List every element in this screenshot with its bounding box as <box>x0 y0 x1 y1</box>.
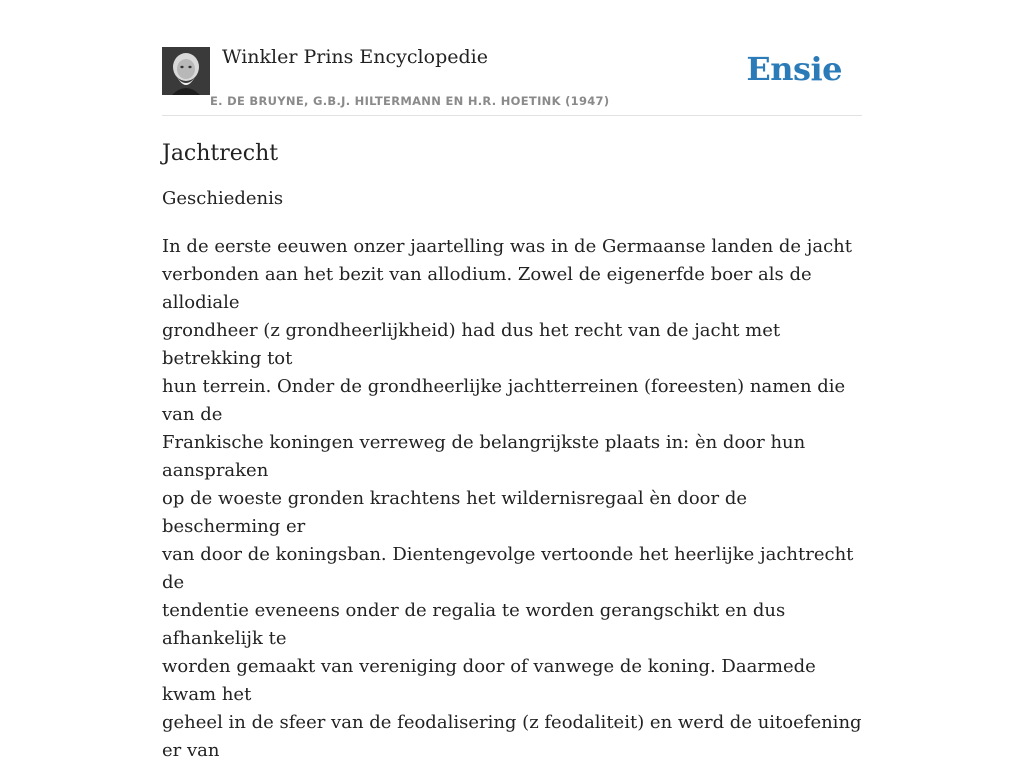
body-line: verbonden aan het bezit van allodium. Zowel de eigenerfde boer als de allodiale <box>162 264 812 313</box>
body-line: grondheer (z grondheerlijkheid) had dus het recht van de jacht met betrekking tot <box>162 320 781 369</box>
page-header <box>162 0 862 116</box>
body-line: worden gemaakt van vereniging door of vanwege de koning. Daarmede kwam het <box>162 656 816 705</box>
body-line: In de eerste eeuwen onzer jaartelling was in de Germaanse landen de jacht <box>162 236 853 257</box>
section-heading: Geschiedenis <box>162 188 284 209</box>
body-line: hun terrein. Onder de grondheerlijke jachtterreinen (foreesten) namen die van de <box>162 376 846 425</box>
body-line: tendentie eveneens onder de regalia te worden gerangschikt en dus afhankelijk te <box>162 600 786 649</box>
encyclopedia-title[interactable]: Winkler Prins Encyclopedie <box>222 46 488 68</box>
portrait-image <box>162 47 210 95</box>
author-portrait-icon <box>162 47 210 95</box>
ensie-logo-link[interactable]: Ensie <box>746 50 842 88</box>
body-line: van door de koningsban. Dientengevolge vertoonde het heerlijke jachtrecht de <box>162 544 854 593</box>
authors-byline: E. DE BRUYNE, G.B.J. HILTERMANN EN H.R. HOETINK (1947) <box>210 94 610 108</box>
body-line: Frankische koningen verreweg de belangrijkste plaats in: èn door hun aanspraken <box>162 432 806 481</box>
body-line: op de woeste gronden krachtens het wildernisregaal èn door de bescherming er <box>162 488 747 537</box>
article <box>162 138 862 765</box>
body-line: geheel in de sfeer van de feodalisering (z feodaliteit) en werd de uitoefening er van <box>162 712 862 761</box>
article-title: Jachtrecht <box>162 141 279 166</box>
article-body <box>162 233 862 765</box>
